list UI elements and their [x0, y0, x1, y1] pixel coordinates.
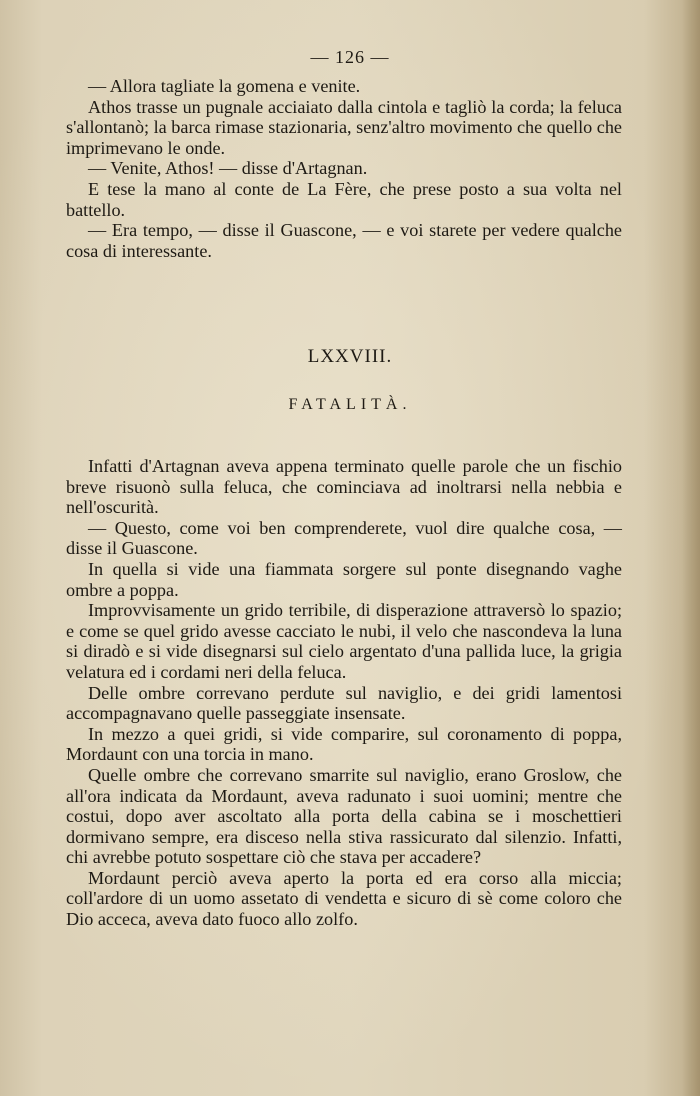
- paragraph: — Era tempo, — disse il Guascone, — e voi starete per vedere qualche cosa di interessante.: [66, 220, 622, 261]
- paragraph: Delle ombre correvano perdute sul naviglio, e dei gridi lamentosi accompagnavano quelle passeggiate insensate.: [66, 682, 622, 724]
- paragraph: Quelle ombre che correvano smarrite sul naviglio, erano Groslow, che all'ora indicata da Mordaunt, aveva radunato i suoi uomini; mentre che costui, dopo aver ascoltato alla porta della cabina se i moschettieri dormivano sempre, era disceso nella stiva rassicurato dal silenzio. Infatti, chi avrebbe potuto sospettare ciò che stava per accadere?: [66, 764, 622, 868]
- paragraph: Athos trasse un pugnale acciaiato dalla cintola e tagliò la corda; la feluca s'allontanò; la barca rimase stazionaria, senz'altro movimento che quello che imprimevano le onde.: [66, 96, 623, 158]
- paragraph: — Venite, Athos! — disse d'Artagnan.: [88, 158, 368, 179]
- chapter-title: [0, 396, 700, 414]
- paragraph: — Allora tagliate la gomena e venite.: [88, 76, 361, 96]
- chapter-title-text: FATALITÀ.: [288, 396, 412, 413]
- paragraph: Improvvisamente un grido terribile, di disperazione attraversò lo spazio; e come se quel grido avesse cacciato le nubi, il velo che nascondeva la luna si diradò e si vide disegnarsi sul cielo argentato d'una pallida luce, la grigia velatura ed i cordami neri della feluca.: [66, 600, 622, 682]
- top-text-block: [66, 76, 622, 261]
- paragraph: E tese la mano al conte de La Fère, che prese posto a sua volta nel battello.: [66, 178, 622, 220]
- paragraph: In mezzo a quei gridi, si vide comparire, sul coronamento di poppa, Mordaunt con una torcia in mano.: [66, 723, 622, 765]
- page-number: — 126 —: [310, 47, 390, 67]
- paragraph: Infatti d'Artagnan aveva appena terminato quelle parole che un fischio breve risuonò sulla feluca, che cominciava ad inoltrarsi nella nebbia e nell'oscurità.: [66, 456, 622, 518]
- chapter-number: LXXVIII.: [307, 346, 393, 367]
- paragraph: — Questo, come voi ben comprenderete, vuol dire qualche cosa, — disse il Guascone.: [66, 517, 622, 559]
- chapter-text-block: [66, 456, 622, 930]
- paragraph: In quella si vide una fiammata sorgere sul ponte disegnando vaghe ombre a poppa.: [66, 558, 622, 600]
- paragraph: Mordaunt perciò aveva aperto la porta ed era corso alla miccia; coll'ardore di un uomo assetato di vendetta e sicuro di sè come coloro che Dio acceca, aveva dato fuoco allo zolfo.: [66, 867, 622, 930]
